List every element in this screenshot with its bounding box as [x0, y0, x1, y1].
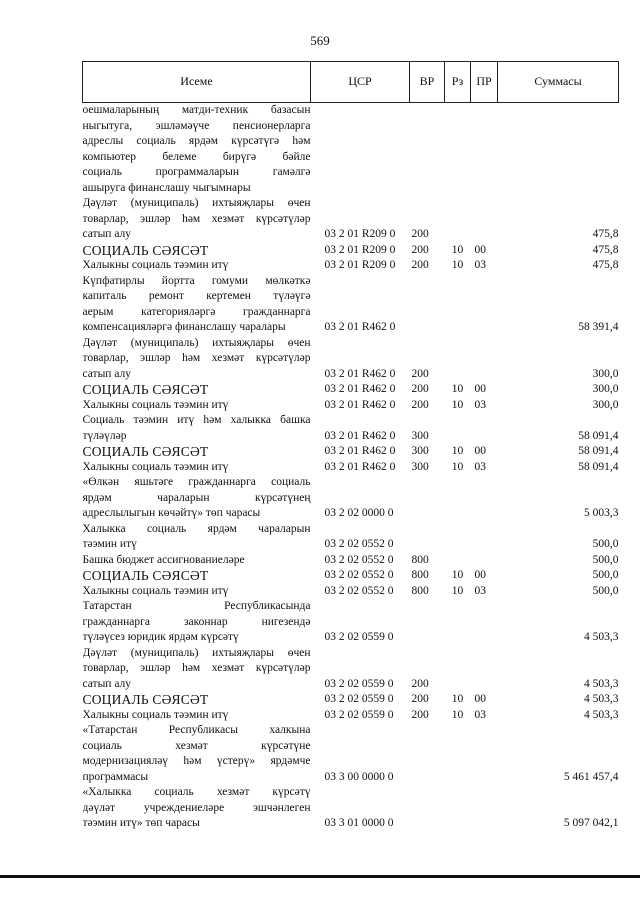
cell-csr: 03 2 01 R209 0	[324, 259, 396, 271]
cell-csr: 03 2 02 0552 0	[324, 584, 394, 597]
cell-csr: 03 2 01 R462 0	[324, 383, 396, 395]
cell-rz: 10	[451, 569, 464, 581]
cell-csr: 03 2 01 R462 0	[324, 429, 396, 442]
row-name-line: СОЦИАЛЬ СӘЯСӘТ	[82, 444, 209, 459]
cell-csr: 03 2 01 R462 0	[324, 460, 396, 473]
cell-vr: 800	[411, 584, 429, 597]
cell-vr	[410, 723, 445, 785]
cell-vr: 200	[411, 243, 429, 256]
cell-csr: 03 2 02 0552 0	[324, 553, 394, 566]
row-name-line: «Татарстан Республикасы халкына	[82, 724, 311, 736]
cell-pr: 00	[474, 243, 486, 256]
row-name-line: аерым категорияләргә гражданнарга	[82, 305, 311, 318]
cell-sum: 5 461 457,4	[563, 770, 619, 783]
row-name-line: сатып алу	[82, 367, 132, 380]
row-name-line: гражданнарга законнар нигезендә	[82, 615, 311, 628]
cell-csr: 03 2 01 R209 0	[324, 243, 396, 256]
table-row	[83, 475, 619, 522]
row-name	[83, 646, 311, 693]
header-rz: Рз	[445, 62, 471, 103]
table-row	[83, 243, 619, 259]
row-name-line: товарлар, эшләр һәм хезмәт күрсәтүләр	[82, 662, 311, 674]
row-name-line: ашыруга финанслашу чыгымнары	[82, 181, 251, 194]
row-name-line: товарлар, эшләр һәм хезмәт күрсәтүләр	[82, 212, 311, 225]
cell-sum: 58 091,4	[578, 429, 619, 442]
cell-pr	[471, 553, 498, 569]
row-name-line: «Өлкән яшьтәге гражданнарга социаль	[82, 476, 311, 488]
table-row	[83, 382, 619, 398]
cell-vr	[410, 475, 445, 522]
cell-vr	[410, 103, 445, 197]
row-name-line: Халыкны социаль тәэмин итү	[82, 460, 229, 473]
cell-rz: 10	[451, 383, 464, 395]
table-row	[83, 692, 619, 708]
table-row	[83, 258, 619, 274]
cell-rz	[445, 785, 471, 832]
table-row	[83, 708, 619, 724]
cell-rz	[445, 413, 471, 444]
row-name-line: адреслылыгын көчәйтү» төп чарасы	[82, 507, 261, 519]
cell-pr	[471, 646, 498, 693]
row-name	[83, 258, 311, 274]
cell-sum: 4 503,3	[584, 631, 619, 643]
cell-vr	[410, 274, 445, 336]
cell-sum: 58 091,4	[578, 460, 619, 473]
row-name-line: дәүләт учреждениеләре эшчәнлеген	[82, 801, 311, 814]
row-name-line: оешмаларының матди-техник базасын	[82, 104, 311, 116]
cell-csr: 03 3 01 0000 0	[324, 817, 394, 829]
cell-rz: 10	[451, 584, 464, 597]
cell-vr: 300	[411, 445, 429, 457]
row-name	[83, 692, 311, 708]
cell-rz: 10	[451, 708, 464, 721]
row-name	[83, 568, 311, 584]
row-name-line: сатып алу	[82, 228, 132, 240]
cell-sum: 475,8	[592, 259, 619, 271]
cell-rz: 10	[451, 243, 464, 256]
row-name-line: Халыкны социаль тәэмин итү	[82, 398, 229, 411]
row-name-line: Социаль тәэмин итү һәм халыкка башка	[82, 414, 311, 426]
row-name-line: Дәүләт (муниципаль) ихтыяҗлары өчен	[82, 197, 311, 209]
table-row	[83, 103, 619, 197]
cell-pr	[471, 785, 498, 832]
row-name-line: Халыкны социаль тәэмин итү	[82, 259, 229, 271]
row-name-line: Халыкны социаль тәэмин итү	[82, 584, 229, 597]
cell-vr: 200	[411, 228, 429, 240]
cell-rz	[445, 336, 471, 383]
table-row	[83, 785, 619, 832]
cell-csr: 03 3 00 0000 0	[324, 770, 394, 783]
cell-csr: 03 2 01 R462 0	[324, 445, 396, 457]
cell-pr	[471, 522, 498, 553]
cell-sum: 5 003,3	[584, 507, 619, 519]
table-row	[83, 460, 619, 476]
row-name-line: Дәүләт (муниципаль) ихтыяҗлары өчен	[82, 646, 311, 659]
row-name-line: программасы	[82, 770, 149, 783]
table-row	[83, 723, 619, 785]
row-name	[83, 460, 311, 476]
cell-pr	[471, 103, 498, 197]
cell-vr	[410, 785, 445, 832]
cell-sum: 4 503,3	[584, 677, 619, 690]
cell-csr: 03 2 02 0552 0	[324, 538, 394, 550]
row-name-line: компьютер белеме бирүгә бәйле	[82, 150, 311, 163]
cell-vr: 200	[411, 677, 429, 690]
cell-pr: 00	[474, 693, 486, 705]
row-name-line: сатып алу	[82, 677, 132, 690]
cell-rz: 10	[451, 460, 464, 473]
cell-rz: 10	[451, 693, 464, 705]
row-name-line: товарлар, эшләр һәм хезмәт күрсәтүләр	[82, 352, 311, 364]
cell-vr: 800	[411, 569, 429, 581]
cell-pr: 03	[474, 398, 486, 411]
header-csr: ЦСР	[311, 62, 410, 103]
cell-sum: 5 097 042,1	[563, 817, 619, 829]
row-name-line: Халыкны социаль тәэмин итү	[82, 708, 229, 721]
row-name-line: ныгытуга, эшләмәүче пенсионерларга	[82, 119, 311, 132]
cell-csr: 03 2 01 R209 0	[324, 228, 396, 240]
cell-vr	[410, 599, 445, 646]
cell-rz	[445, 553, 471, 569]
bottom-rule	[0, 875, 640, 878]
cell-vr: 200	[411, 398, 429, 411]
cell-sum: 58 091,4	[578, 445, 619, 457]
row-name	[83, 785, 311, 832]
cell-pr	[471, 196, 498, 243]
cell-csr: 03 2 02 0559 0	[324, 677, 394, 690]
cell-pr	[471, 599, 498, 646]
cell-rz	[445, 103, 471, 197]
row-name	[83, 103, 311, 197]
row-name-line: модернизацияләү һәм үстерү» ярдәмче	[82, 755, 311, 767]
cell-csr: 03 2 01 R462 0	[324, 398, 396, 411]
row-name	[83, 553, 311, 569]
row-name	[83, 708, 311, 724]
table-row	[83, 599, 619, 646]
row-name-line: «Халыкка социаль хезмәт күрсәтү	[82, 786, 311, 798]
cell-vr: 200	[411, 383, 429, 395]
budget-table	[82, 61, 619, 832]
cell-sum: 4 503,3	[584, 708, 619, 721]
row-name	[83, 475, 311, 522]
row-name	[83, 584, 311, 600]
row-name-line: түләүләр	[82, 429, 127, 442]
row-name	[83, 336, 311, 383]
cell-csr: 03 2 02 0559 0	[324, 708, 394, 721]
row-name-line: социаль хезмәт күрсәтүне	[82, 739, 311, 752]
cell-sum: 300,0	[592, 398, 619, 411]
table-row	[83, 274, 619, 336]
cell-sum: 500,0	[592, 553, 619, 566]
cell-pr	[471, 413, 498, 444]
table-row	[83, 553, 619, 569]
cell-sum	[498, 103, 619, 197]
cell-csr: 03 2 01 R462 0	[324, 321, 396, 333]
row-name-line: түләүсез юридик ярдәм күрсәтү	[82, 631, 239, 643]
cell-sum: 300,0	[592, 383, 619, 395]
cell-csr: 03 2 02 0000 0	[324, 507, 394, 519]
row-name	[83, 274, 311, 336]
row-name-line: социаль программаларын гамәлгә	[82, 166, 311, 178]
row-name-line: СОЦИАЛЬ СӘЯСӘТ	[82, 242, 209, 258]
header-sum: Суммасы	[498, 62, 619, 103]
cell-pr	[471, 274, 498, 336]
table-header	[83, 62, 619, 103]
table-row	[83, 398, 619, 414]
cell-sum: 475,8	[592, 228, 619, 240]
cell-rz	[445, 522, 471, 553]
cell-sum: 58 391,4	[578, 321, 619, 333]
row-name	[83, 444, 311, 460]
header-name: Исеме	[83, 62, 311, 103]
cell-rz	[445, 475, 471, 522]
cell-sum: 475,8	[592, 243, 619, 256]
table-row	[83, 196, 619, 243]
cell-rz	[445, 196, 471, 243]
cell-sum: 500,0	[592, 569, 619, 581]
table-row	[83, 444, 619, 460]
row-name-line: адреслы социаль ярдәм күрсәтүгә һәм	[82, 135, 311, 147]
cell-sum: 500,0	[592, 538, 619, 550]
cell-csr: 03 2 02 0559 0	[324, 631, 394, 643]
table-body	[83, 103, 619, 832]
row-name	[83, 522, 311, 553]
cell-vr: 200	[411, 367, 429, 380]
cell-vr: 200	[411, 708, 429, 721]
row-name-line: ярдәм чараларын күрсәтүнең	[82, 491, 311, 504]
cell-rz: 10	[451, 445, 464, 457]
cell-pr: 03	[474, 259, 486, 271]
cell-rz	[445, 723, 471, 785]
cell-rz	[445, 274, 471, 336]
cell-rz	[445, 646, 471, 693]
row-name-line: СОЦИАЛЬ СӘЯСӘТ	[82, 382, 209, 397]
cell-pr: 00	[474, 569, 486, 581]
cell-vr: 300	[411, 429, 429, 442]
header-pr: ПР	[471, 62, 498, 103]
cell-pr	[471, 475, 498, 522]
cell-pr: 03	[474, 584, 486, 597]
cell-sum: 500,0	[592, 584, 619, 597]
cell-vr: 800	[411, 553, 429, 566]
row-name	[83, 243, 311, 259]
row-name-line: СОЦИАЛЬ СӘЯСӘТ	[82, 568, 209, 583]
cell-pr	[471, 336, 498, 383]
cell-vr: 200	[411, 259, 429, 271]
row-name-line: компенсацияләргә финанслашу чаралары	[82, 321, 286, 333]
row-name-line: Дәүләт (муниципаль) ихтыяҗлары өчен	[82, 336, 311, 349]
cell-csr	[311, 103, 410, 197]
cell-pr	[471, 723, 498, 785]
table-row	[83, 522, 619, 553]
row-name	[83, 599, 311, 646]
table-row	[83, 336, 619, 383]
page-number: 569	[310, 33, 330, 48]
table-row	[83, 646, 619, 693]
cell-sum: 300,0	[592, 367, 619, 380]
table-row	[83, 568, 619, 584]
cell-vr: 300	[411, 460, 429, 473]
row-name	[83, 382, 311, 398]
row-name-line: тәэмин итү» төп чарасы	[82, 817, 200, 829]
row-name	[83, 196, 311, 243]
cell-vr	[410, 522, 445, 553]
cell-vr: 200	[411, 693, 429, 705]
cell-pr: 03	[474, 708, 486, 721]
cell-rz: 10	[451, 259, 464, 271]
table-row	[83, 584, 619, 600]
row-name-line: тәэмин итү	[82, 538, 137, 550]
cell-sum: 4 503,3	[584, 693, 619, 705]
cell-csr: 03 2 01 R462 0	[324, 367, 396, 380]
header-vr: ВР	[410, 62, 445, 103]
row-name-line: Халыкка социаль ярдәм чараларын	[82, 522, 311, 535]
table-row	[83, 413, 619, 444]
cell-rz	[445, 599, 471, 646]
cell-csr: 03 2 02 0552 0	[324, 569, 394, 581]
cell-pr: 00	[474, 445, 486, 457]
row-name	[83, 723, 311, 785]
row-name-line: Татарстан Республикасында	[82, 600, 311, 612]
row-name	[83, 413, 311, 444]
cell-pr: 00	[474, 383, 486, 395]
row-name-line: капиталь ремонт кертемен түләүгә	[82, 290, 311, 302]
cell-rz: 10	[451, 398, 464, 411]
cell-csr: 03 2 02 0559 0	[324, 693, 394, 705]
row-name-line: Күпфатирлы йортта гомуми мөлкәткә	[82, 274, 311, 287]
row-name-line: СОЦИАЛЬ СӘЯСӘТ	[82, 692, 209, 707]
row-name	[83, 398, 311, 414]
cell-pr: 03	[474, 460, 486, 473]
row-name-line: Башка бюджет ассигнованиеләре	[82, 553, 245, 566]
